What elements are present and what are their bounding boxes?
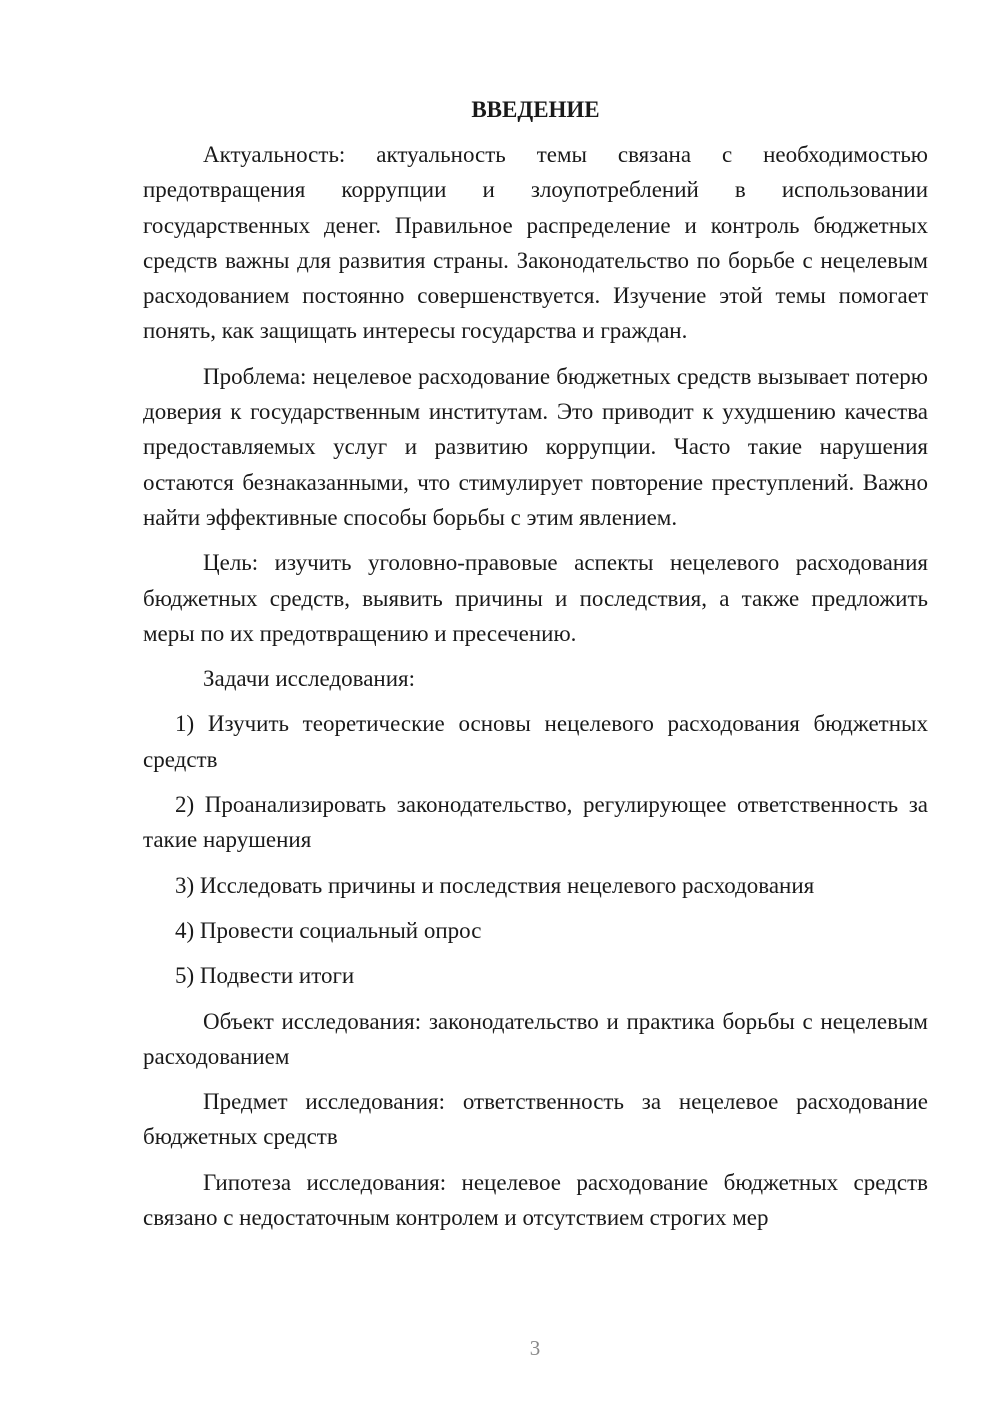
page-content: [143, 95, 928, 1245]
paragraph-goal: Цель: изучить уголовно-правовые аспекты нецелевого расходования бюджетных средств, выявить причины и последствия, а также предложить меры по их предотвращению и пресечению.: [143, 550, 928, 646]
paragraph-subject: Предмет исследования: ответственность за нецелевое расходование бюджетных средств: [143, 1089, 928, 1150]
task-item-4: 4) Провести социальный опрос: [175, 917, 482, 943]
task-item-3: 3) Исследовать причины и последствия нецелевого расходования: [175, 872, 815, 898]
paragraph-problem: Проблема: нецелевое расходование бюджетных средств вызывает потерю доверия к государственным институтам. Это приводит к ухудшению качества предоставляемых услуг и развитию коррупции. Часто такие нарушения остаются безнаказанными, что стимулирует повторение преступлений. Важно найти эффективные способы борьбы с этим явлением.: [143, 363, 928, 530]
page-number: 3: [529, 1336, 541, 1360]
paragraph-hypothesis: Гипотеза исследования: нецелевое расходование бюджетных средств связано с недостаточным контролем и отсутствием строгих мер: [143, 1169, 928, 1231]
task-item-5: 5) Подвести итоги: [175, 963, 355, 989]
paragraph-object: Объект исследования: законодательство и практика борьбы с нецелевым расходованием: [143, 1008, 928, 1069]
task-item-2: 2) Проанализировать законодательство, регулирующее ответственность за такие нарушения: [143, 792, 928, 853]
paragraph-tasks-heading: Задачи исследования:: [203, 666, 416, 692]
task-item-1: 1) Изучить теоретические основы нецелевого расходования бюджетных средств: [143, 711, 928, 772]
page-title: ВВЕДЕНИЕ: [471, 97, 600, 122]
paragraph-relevance: Актуальность: актуальность темы связана с необходимостью предотвращения коррупции и злоупотреблений в использовании государственных денег. Правильное распределение и контроль бюджетных средств важны для развития страны. Законодательство по борьбе с нецелевым расходованием постоянно совершенствуется. Изучение этой темы помогает понять, как защищать интересы государства и граждан.: [143, 142, 928, 344]
